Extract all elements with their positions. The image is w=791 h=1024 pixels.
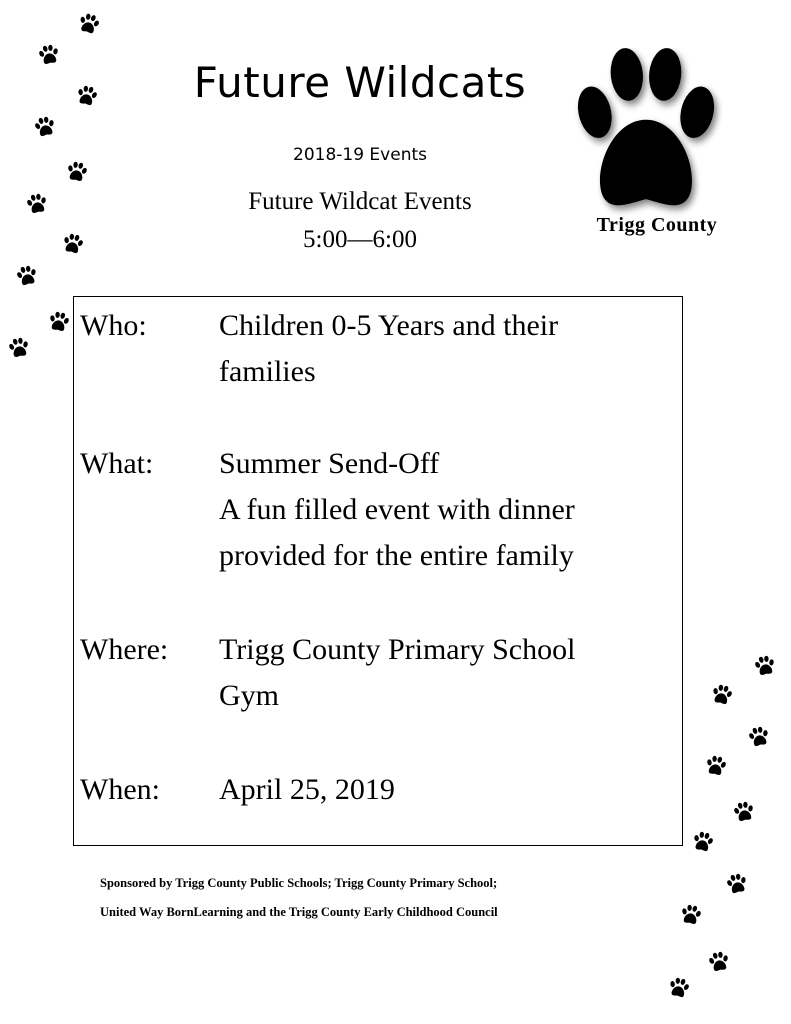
paw-print-icon bbox=[703, 754, 728, 778]
when-value bbox=[219, 767, 679, 813]
paw-print-icon bbox=[14, 264, 40, 288]
who-label: Who: bbox=[80, 309, 147, 342]
events-time: 5:00—6:00 bbox=[303, 226, 417, 253]
paw-print-icon bbox=[24, 192, 49, 216]
who-line: families bbox=[219, 355, 316, 388]
what-line: A fun filled event with dinner bbox=[219, 493, 575, 526]
paw-print-icon bbox=[566, 48, 726, 218]
paw-print-icon bbox=[64, 160, 89, 184]
paw-print-icon bbox=[666, 976, 692, 1000]
what-line: Summer Send-Off bbox=[219, 447, 440, 480]
sponsor-line-2: United Way BornLearning and the Trigg County Early Childhood Council bbox=[100, 905, 498, 919]
when-line: April 25, 2019 bbox=[219, 773, 395, 806]
page-title: Future Wildcats bbox=[193, 58, 527, 107]
where-value bbox=[219, 627, 679, 719]
paw-print-icon bbox=[76, 11, 102, 36]
what-value bbox=[219, 441, 679, 579]
what-line: provided for the entire family bbox=[219, 539, 574, 572]
event-details-box bbox=[73, 296, 683, 846]
who-value bbox=[219, 303, 679, 395]
paw-print-icon bbox=[74, 84, 100, 108]
paw-print-icon bbox=[32, 115, 58, 139]
paw-print-icon bbox=[746, 725, 772, 749]
paw-print-icon bbox=[690, 830, 716, 854]
sponsor-line-1: Sponsored by Trigg County Public Schools; Trigg County Primary School; bbox=[100, 876, 498, 890]
who-line: Children 0-5 Years and their bbox=[219, 309, 559, 342]
paw-print-icon bbox=[678, 903, 703, 927]
where-label: Where: bbox=[80, 633, 169, 666]
paw-print-icon bbox=[46, 310, 71, 334]
events-year-subtitle: 2018-19 Events bbox=[293, 145, 427, 165]
logo-label: Trigg County bbox=[596, 214, 718, 236]
paw-print-icon bbox=[6, 336, 31, 360]
paw-print-icon bbox=[724, 872, 750, 896]
events-name: Future Wildcat Events bbox=[248, 188, 472, 215]
paw-print-icon bbox=[709, 683, 735, 707]
paw-print-icon bbox=[36, 43, 61, 67]
where-line: Trigg County Primary School bbox=[219, 633, 576, 666]
what-label: What: bbox=[80, 447, 154, 480]
when-label: When: bbox=[80, 773, 160, 806]
paw-print-icon bbox=[706, 950, 731, 974]
where-line: Gym bbox=[219, 679, 279, 712]
paw-print-icon bbox=[731, 800, 756, 824]
paw-print-icon bbox=[752, 654, 777, 678]
paw-print-icon bbox=[60, 232, 86, 256]
